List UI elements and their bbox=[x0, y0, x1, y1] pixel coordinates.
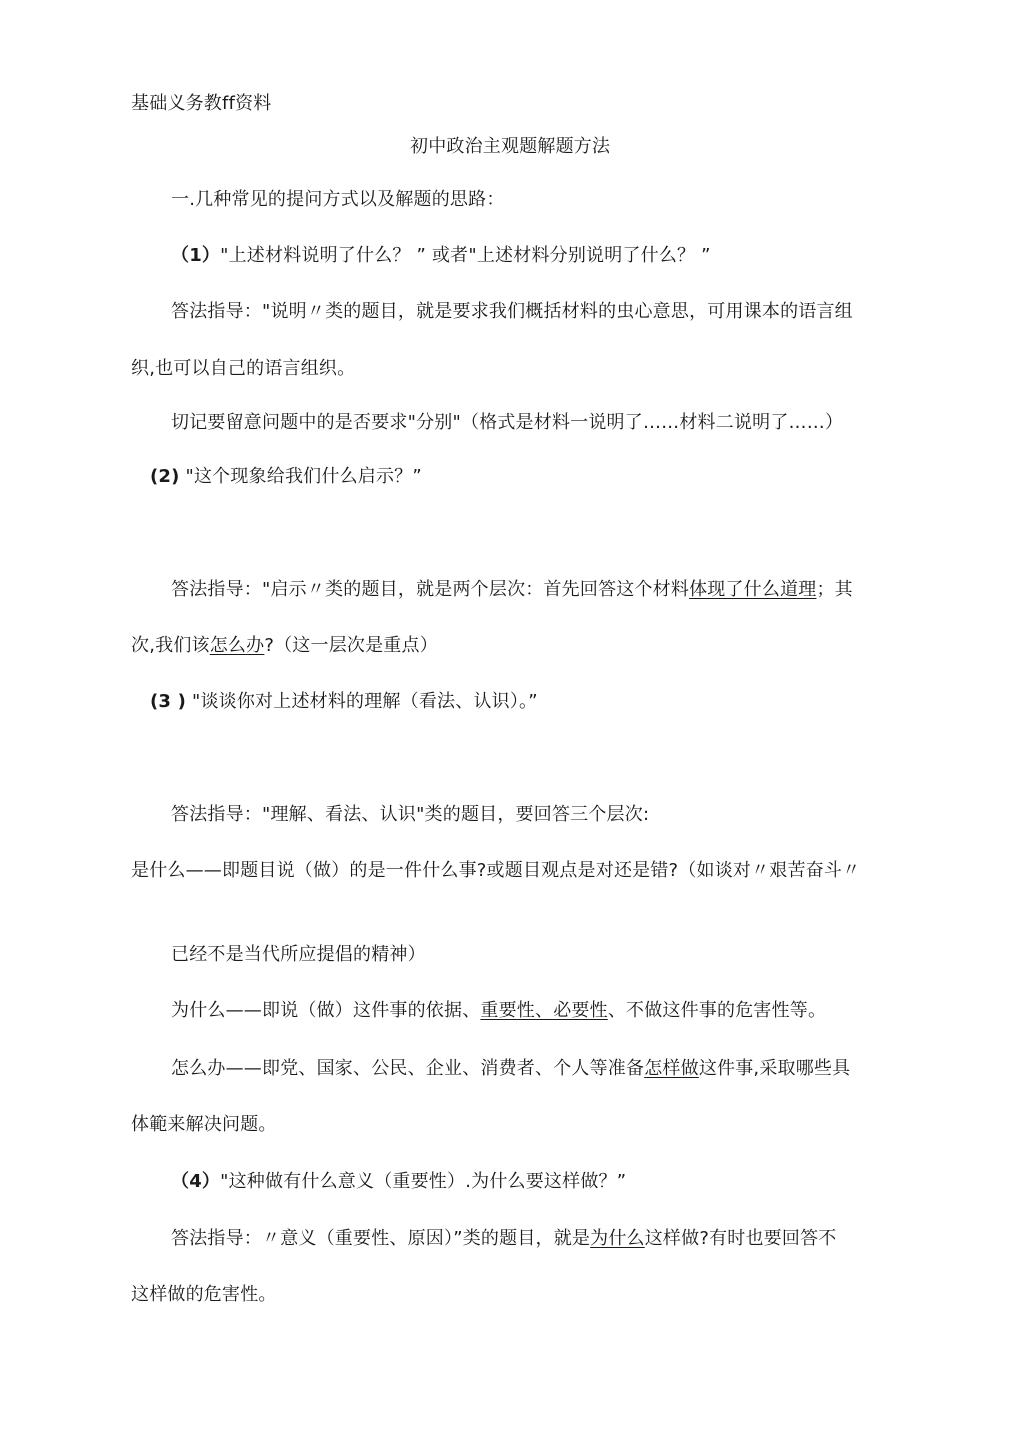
q2-guide-underlined-action: 怎么办 bbox=[209, 635, 265, 656]
q2-guide-text-c: 次,我们该 bbox=[131, 635, 210, 656]
question-3-text: "谈谈你对上述材料的理解（看法、认识）。” bbox=[191, 691, 538, 712]
q3-guide: 答法指导："理解、看法、认识"类的题目，要回答三个层次: bbox=[171, 804, 650, 825]
q1-guide-line2: 织,也可以自己的语言组织。 bbox=[131, 358, 356, 379]
q3-why-text-a: 为什么——即说（做）这件事的依据、 bbox=[171, 1000, 481, 1021]
question-2 bbox=[150, 465, 422, 489]
question-3 bbox=[150, 690, 538, 714]
q3-what-line1: 是什么——即题目说（做）的是一件什么事?或题目观点是对还是错?（如谈对〃艰苦奋斗〃 bbox=[131, 860, 861, 881]
q2-guide-text-d: ?（这一层次是重点） bbox=[264, 635, 438, 656]
page-title: 初中政治主观题解题方法 bbox=[410, 136, 611, 157]
q2-guide-underlined-principle: 体现了什么道理 bbox=[689, 579, 817, 600]
q3-how-line1 bbox=[171, 1057, 850, 1081]
question-4 bbox=[171, 1170, 626, 1194]
q3-why-text-b: 、不做这件事的危害性等。 bbox=[607, 1000, 827, 1021]
q4-guide-text-a: 答法指导：〃意义（重要性、原因）”类的题目，就是 bbox=[171, 1228, 591, 1249]
q2-guide-text-a: 答法指导："启示〃类的题目，就是两个层次：首先回答这个材料 bbox=[171, 579, 690, 600]
q2-guide-line1 bbox=[171, 578, 853, 602]
section-heading: 一.几种常见的提问方式以及解题的思路： bbox=[171, 189, 505, 210]
q2-guide-text-b: ；其 bbox=[816, 579, 853, 600]
question-2-number: (2) bbox=[150, 466, 180, 487]
q2-guide-line2 bbox=[131, 634, 438, 658]
q3-why bbox=[171, 999, 826, 1023]
question-1-text: "上述材料说明了什么？ ” 或者"上述材料分别说明了什么？ ” bbox=[220, 245, 711, 266]
q3-how-text-a: 怎么办——即党、国家、公民、企业、消费者、个人等准备 bbox=[171, 1058, 645, 1079]
question-2-text: "这个现象给我们什么启示？” bbox=[185, 466, 422, 487]
q3-what-line2: 已经不是当代所应提倡的精神） bbox=[171, 944, 426, 965]
q4-guide-line2: 这样做的危害性。 bbox=[131, 1284, 277, 1305]
question-1 bbox=[171, 244, 711, 268]
q3-how-line2: 体範来解决问题。 bbox=[131, 1114, 277, 1135]
header-source: 基础义务教ff资料 bbox=[131, 93, 272, 114]
q3-why-underlined: 重要性、必要性 bbox=[480, 1000, 608, 1021]
q1-guide-line1: 答法指导："说明〃类的题目，就是要求我们概括材料的虫心意思，可用课本的语言组 bbox=[171, 301, 853, 322]
question-4-number: （4） bbox=[171, 1171, 221, 1192]
q1-note: 切记要留意问题中的是否要求"分别"（格式是材料一说明了……材料二说明了……） bbox=[171, 412, 844, 433]
question-4-text: "这种做有什么意义（重要性）.为什么要这样做？” bbox=[220, 1171, 627, 1192]
q4-guide-text-b: 这样做?有时也要回答不 bbox=[644, 1228, 837, 1249]
question-3-number: (3 ) bbox=[150, 691, 187, 712]
question-1-number: （1） bbox=[171, 245, 221, 266]
q4-guide-line1 bbox=[171, 1227, 837, 1251]
q3-how-underlined: 怎样做 bbox=[644, 1058, 699, 1079]
q3-how-text-b: 这件事,采取哪些具 bbox=[698, 1058, 851, 1079]
q4-guide-underlined: 为什么 bbox=[590, 1228, 645, 1249]
